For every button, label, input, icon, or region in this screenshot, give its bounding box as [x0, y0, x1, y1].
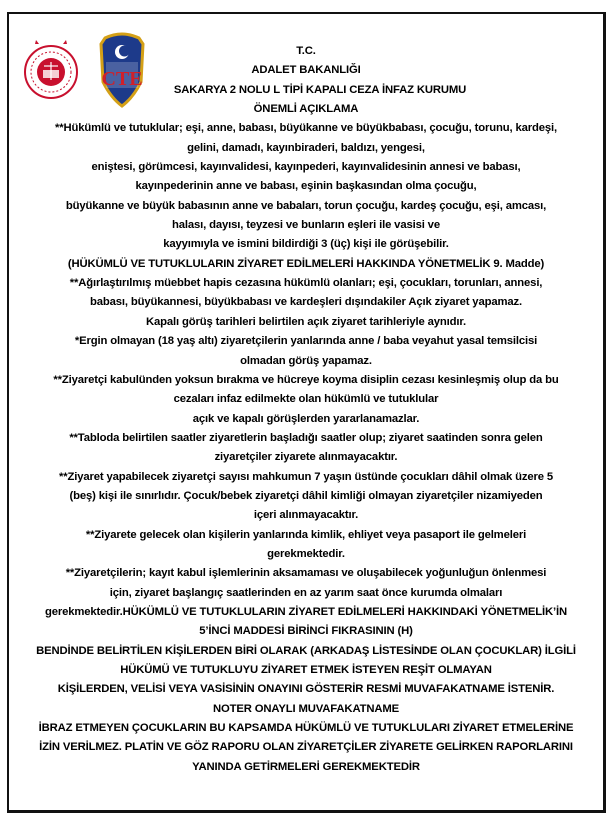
- text-line: KİŞİLERDEN, VELİSİ VEYA VASİSİNİN ONAYINI GÖSTERİR RESMİ MUVAFAKATNAME İSTENİR.: [57, 683, 555, 696]
- text-line: *Ergin olmayan (18 yaş altı) ziyaretçilerin yanlarında anne / baba veyahut yasal temsilcisi: [74, 335, 538, 348]
- text-line: kayınpederinin anne ve babası, eşinin başkasından olma çocuğu,: [135, 180, 477, 193]
- header-ministry: ADALET BAKANLIĞI: [251, 64, 361, 77]
- header-tc: T.C.: [296, 45, 316, 57]
- text-line: **Ziyaret yapabilecek ziyaretçi sayısı mahkumun 7 yaşın üstünde çocukları dâhil olmak üzere 5: [58, 470, 553, 483]
- text-line: BENDİNDE BELİRTİLEN KİŞİLERDEN BİRİ OLARAK (ARKADAŞ LİSTESİNDE OLAN ÇOCUKLAR) İLGİLİ: [36, 644, 576, 657]
- text-line: İBRAZ ETMEYEN ÇOCUKLARIN BU KAPSAMDA HÜKÜMLÜ VE TUTUKLULARI ZİYARET ETMELERİNE: [38, 722, 574, 735]
- text-line: içeri alınmayacaktır.: [253, 509, 359, 522]
- text-line: HÜKÜMÜ VE TUTUKLUYU ZİYARET ETMEK İSTEYEN REŞİT OLMAYAN: [120, 664, 492, 676]
- text-line: **Tabloda belirtilen saatler ziyaretlerin başladığı saatler olup; ziyaret saatinden sonra gelen: [69, 431, 543, 444]
- page-title: ÖNEMLİ AÇIKLAMA: [253, 103, 359, 116]
- text-line: babası, büyükannesi, büyükbabası ve kardeşleri dışındakiler Açık ziyaret yapamaz.: [90, 296, 522, 309]
- text-line: **Ziyaretçi kabulünden yoksun bırakma ve hücreye koyma disiplin cezası kesinleşmiş olup da bu: [53, 373, 559, 386]
- header-institution: SAKARYA 2 NOLU L TİPİ KAPALI CEZA İNFAZ KURUMU: [173, 83, 467, 96]
- text-line: **Ziyaretçilerin; kayıt kabul işlemlerinin aksamaması ve oluşabilecek yoğunluğun önlenmesi: [65, 567, 547, 580]
- text-line: eniştesi, görümcesi, kayınvalidesi, kayınpederi, kayınvalidesinin annesi ve babası,: [91, 161, 521, 174]
- text-line: 5’İNCİ MADDESİ BİRİNCİ FIKRASININ (H): [199, 625, 413, 638]
- text-line: kayyımıyla ve ismini bildirdiği 3 (üç) kişi ile görüşebilir.: [163, 238, 449, 251]
- text-line: İZİN VERİLMEZ. PLATİN VE GÖZ RAPORU OLAN ZİYARETÇİLER ZİYARETE GELİRKEN RAPORLARINI: [39, 741, 573, 754]
- text-line: olmadan görüş yapamaz.: [240, 354, 372, 367]
- announcement-text: [9, 42, 603, 777]
- text-line: NOTER ONAYLI MUVAFAKATNAME: [212, 702, 400, 715]
- text-line: gerekmektedir.: [267, 547, 345, 560]
- cte-letters: CTE: [101, 68, 143, 90]
- text-line: YANINDA GETİRMELERİ GEREKMEKTEDİR: [192, 760, 420, 773]
- text-line: halası, dayısı, teyzesi ve bunların eşleri ile vasisi ve: [172, 219, 440, 232]
- text-line: için, ziyaret başlangıç saatlerinden en az yarım saat önce kurumda olmaları: [109, 586, 503, 599]
- text-line: cezaları infaz edilmekte olan hükümlü ve tutuklular: [173, 393, 439, 406]
- text-line: büyükanne ve büyük babasının anne ve babaları, torun çocuğu, kardeş çocuğu, eşi, amcası,: [65, 199, 547, 212]
- text-line: (HÜKÜMLÜ VE TUTUKLULARIN ZİYARET EDİLMELERİ HAKKINDA YÖNETMELİK 9. Madde): [67, 257, 545, 270]
- text-line: Kapalı görüş tarihleri belirtilen açık ziyaret tarihleriyle aynıdır.: [145, 315, 467, 328]
- text-line: (beş) kişi ile sınırlıdır. Çocuk/bebek ziyaretçi dâhil kimliği olmayan ziyaretçiler nizamiyeden: [69, 489, 543, 502]
- text-line: **Hükümlü ve tutuklular; eşi, anne, babası, büyükanne ve büyükbabası, çocuğu, torunu, kardeşi,: [55, 122, 557, 135]
- text-line: gelini, damadı, kayınbiraderi, baldızı, yengesi,: [187, 141, 425, 154]
- text-line: gerekmektedir.HÜKÜMLÜ VE TUTUKLULARIN ZİYARET EDİLMELERİ HAKKINDAKİ YÖNETMELİK’İN: [45, 605, 567, 618]
- text-line: **Ağırlaştırılmış müebbet hapis cezasına hükümlü olanları; eşi, çocukları, torunları, annesi,: [69, 277, 543, 290]
- text-line: ziyaretçiler ziyarete alınmayacaktır.: [214, 451, 398, 464]
- text-line: açık ve kapalı görüşlerden yararlanamazlar.: [192, 412, 420, 425]
- text-line: **Ziyarete gelecek olan kişilerin yanlarında kimlik, ehliyet veya pasaport ile gelmeleri: [85, 528, 527, 541]
